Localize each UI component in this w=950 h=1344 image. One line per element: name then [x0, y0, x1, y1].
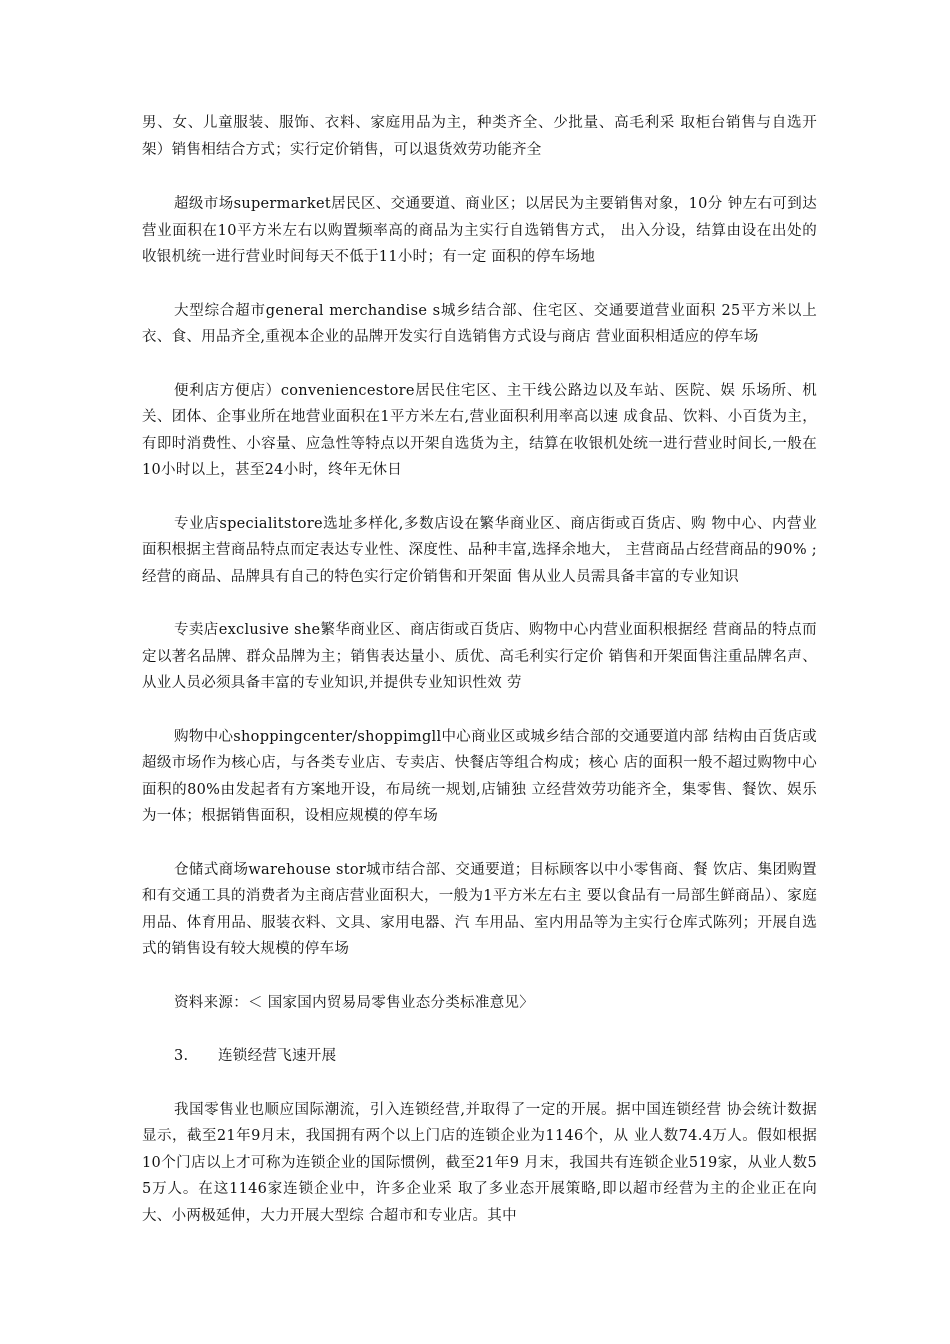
- section-title: 连锁经营飞速开展: [218, 1048, 337, 1064]
- paragraph-source-note: 资料来源：＜ 国家国内贸易局零售业态分类标准意见〉: [174, 994, 535, 1011]
- paragraph-hypermarket: 大型综合超市general merchandise s城乡结合部、住宅区、交通要道营业面积 25平方米以上衣、食、用品齐全,重视本企业的品牌开发实行自选销售方式设与商店 营业面积相适应的停车场: [142, 302, 817, 345]
- section-heading: [142, 1043, 817, 1070]
- section-number: 3.: [174, 1048, 189, 1064]
- paragraph-specialty-store: 专业店specialitstore选址多样化,多数店设在繁华商业区、商店街或百货店、购 物中心、内营业面积根据主营商品特点而定表达专业性、深度性、品种丰富,选择余地大， 主营商品占经营商品的90% ;经营的商品、品牌具有自己的特色实行定价销售和开架面 售从业人员需具备丰富的专业知识: [142, 515, 817, 585]
- paragraph-shopping-center: 购物中心shoppingcenter/shoppimgll中心商业区或城乡结合部的交通要道内部 结构由百货店或超级市场作为核心店，与各类专业店、专卖店、快餐店等组合构成；核心 店的面积一般不超过购物中心面积的80%由发起者有方案地开设，布局统一规划,店铺独 立经营效劳功能齐全，集零售、餐饮、娱乐为一体；根据销售面积，设相应规模的停车场: [142, 728, 817, 824]
- paragraph-warehouse-store: 仓储式商场warehouse stor城市结合部、交通要道；目标顾客以中小零售商、餐 饮店、集团购置和有交通工具的消费者为主商店营业面积大，一般为1平方米左右主 要以食品有一局部生鲜商品）、家庭用品、体育用品、服装衣料、文具、家用电器、汽 车用品、室内用品等为主实行仓库式陈列；开展自选式的销售设有较大规模的停车场: [142, 861, 817, 957]
- paragraph-department-store-continued: 男、女、儿童服装、服饰、衣料、家庭用品为主，种类齐全、少批量、高毛利采 取柜台销售与自选开架）销售相结合方式；实行定价销售，可以退货效劳功能齐全: [142, 115, 817, 158]
- document-page: [142, 110, 817, 1256]
- paragraph-chain-operation: 我国零售业也顺应国际潮流，引入连锁经营,并取得了一定的开展。据中国连锁经营 协会统计数据显示，截至21年9月末，我国拥有两个以上门店的连锁企业为1146个，从 业人数74.4万人。假如根据10个门店以上才可称为连锁企业的国际惯例，截至21年9 月末，我国共有连锁企业519家，从业人数55万人。在这1146家连锁企业中，许多企业采 取了多业态开展策略,即以超市经营为主的企业正在向大、小两极延伸，大力开展大型综 合超市和专业店。其中: [142, 1101, 817, 1224]
- paragraph-exclusive-shop: 专卖店exclusive she繁华商业区、商店街或百货店、购物中心内营业面积根据经 营商品的特点而定以著名品牌、群众品牌为主；销售表达量小、质优、高毛利实行定价 销售和开架面售注重品牌名声、从业人员必须具备丰富的专业知识,并提供专业知识性效 劳: [142, 622, 817, 691]
- paragraph-convenience-store: 便利店方便店）conveniencestore居民住宅区、主干线公路边以及车站、医院、娱 乐场所、机关、团体、企事业所在地营业面积在1平方米左右,营业面积利用率高以速 成食品、饮料、小百货为主，有即时消费性、小容量、应急性等特点以开架自选货为主，结算在收银机处统一进行营业时间长,一般在10小时以上，甚至24小时，终年无休日: [142, 382, 817, 478]
- paragraph-supermarket: 超级市场supermarket居民区、交通要道、商业区；以居民为主要销售对象，10分 钟左右可到达营业面积在10平方米左右以购置频率高的商品为主实行自选销售方式， 出入分设，结算由设在出处的收银机统一进行营业时间每天不低于11小时；有一定 面积的停车场地: [142, 196, 817, 265]
